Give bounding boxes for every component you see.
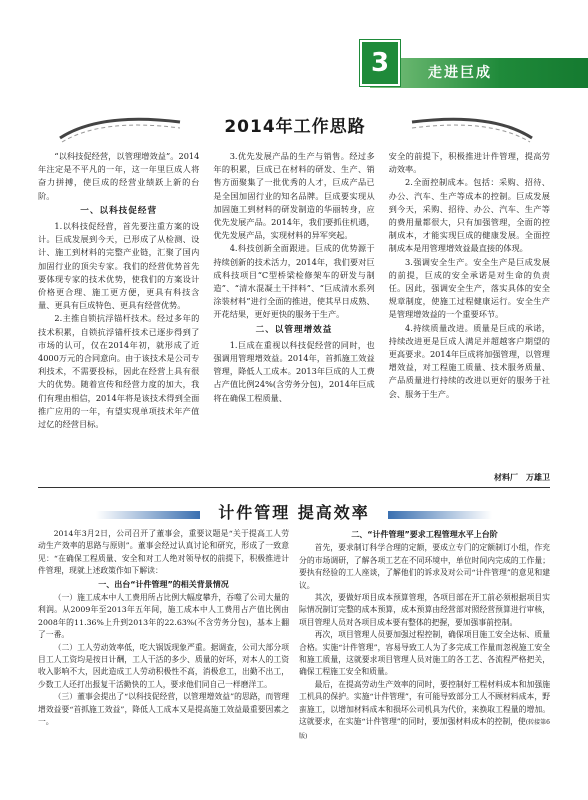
paragraph [299, 679, 550, 743]
article1-column-2 [213, 150, 374, 486]
title-bar-right-decoration [388, 511, 492, 519]
article1-byline: 材料厂 万雄卫 [494, 473, 550, 482]
paragraph-text: 最后，在提高劳动生产效率的同时，要控制好工程材料成本和加强施工机具的保护。实施“计件管理”，有可能导致部分工人不顾材料成本，野蛮施工，以增加材料成本和损坏公司机具为代价，来换取工程量的增加。这就要求，在实施“计件管理”的同时，要加强材料成本的控制，使 [299, 679, 550, 727]
article-divider [38, 487, 550, 488]
paragraph: 2.主推自锁抗浮锚杆技术。经过多年的技术积累，自锁抗浮锚杆技术已逐步得到了市场的认可，仅在2014年初，就形成了近4000万元的合同意向。由于该技术是公司专利技术，不需要投标，因此在经营上具有很大的优势。随着宣传和经营力度的加大，我们有理由相信，2014年将是该技术得到全面推广应用的一年，有望实现单项技术年产值过亿的经营目标。 [38, 313, 200, 430]
paragraph: （二）工人劳动效率低，吃大锅饭现象严重。据调查，公司大部分项目工人工资均是按日计酬，工人干活的多少、质量的好坏，对本人的工资收入影响不大，因此造成工人劳动积极性不高，消极怠工，出勤不出工，少数工人还打出报复干活勤快的工人，要求他们同自己一样磨洋工。 [38, 642, 289, 689]
article2-column-2 [299, 528, 550, 790]
article1-body [38, 150, 550, 486]
paragraph: “以科技促经营，以管理增效益”。2014年注定是不平凡的一年，这一年里巨成人将奋力拼搏，使巨成的经营业绩跃上新的台阶。 [38, 151, 200, 201]
article2-title: 计件管理 提高效率 [218, 503, 370, 522]
paragraph: 4.科技创新全面跟进。巨成的优势源于持续创新的技术活力，2014年，我们要对巨成科技项目“C型桥梁检修架车的研发与制造”、“清水混凝土干拌料”、“巨成清水系列涂装材料”进行全面的推进，使其早日成熟、开花结果，更好更快的服务于生产。 [213, 243, 375, 320]
article2-body [38, 528, 550, 790]
paragraph: 2014年3月2日，公司召开了董事会，重要议题是“关于提高工人劳动生产效率的思路与原则”。董事会经过认真讨论和研究，形成了一致意见：“在确保工程质量、安全和对工人绝对领导权的前提下，积极推进计件管理，现就上述政策作如下解读： [38, 529, 289, 576]
article1-column-3 [389, 150, 550, 486]
section-heading: 二、“计件管理”要求工程管理水平上台阶 [351, 530, 498, 539]
paragraph: 3.强调安全生产。安全生产是巨成发展的前提，巨成的安全承诺是对生命的负责任。因此，强调安全生产，落实具体的安全规章制度，使施工过程健康运行。安全生产是管理增效益的一个重要环节。 [388, 256, 550, 320]
paragraph: 3.优先发展产品的生产与销售。经过多年的积累，巨成已在材料的研发、生产、销售方面聚集了一批优秀的人才，巨成产品已是全国加固行业的知名品牌。巨成要实现从加固施工到材料的研发制造的华丽转身，应优先发展产品。2014年，我们要抓住机遇，优先发展产品，实现材料的异军突起。 [213, 151, 375, 241]
section-heading: 一、以科技促经营 [80, 205, 158, 216]
page-number-badge: 3 [360, 40, 400, 86]
section-heading: 二、以管理增效益 [255, 324, 333, 335]
paragraph: 安全的前提下，积极推进计件管理，提高劳动效率。 [388, 151, 550, 175]
paragraph: 1.以科技促经营，首先要注重方案的设计。巨成发展到今天，已形成了从检测、设计、施工到材料的完整产业链，汇聚了国内加固行业的顶尖专家。我们的经营优势首先要体现专家的技术优势，使我们的方案设计价格更合理、施工更方便，更具有科技含量、更具有巨成特色、更具有经营优势。 [38, 221, 200, 311]
paragraph: 1.巨成在重视以科技促经营的同时，也强调用管理增效益。2014年，首抓施工效益管理，降低人工成本。2013年巨成的人工费占产值比例24%(含劳务分包)，2014年巨成将在确保工程质量、 [213, 339, 375, 403]
paragraph: 4.持续质量改进。质量是巨成的承诺，持续改进更是巨成人满足并超越客户期望的更高要求。2014年巨成将加强管理，以管理增效益，对工程施工质量、技术服务质量、产品质量进行持续的改进以更好的服务于社会、服务于生产。 [388, 322, 550, 399]
paragraph: 2.全面控制成本。包括：采购、招待、办公、汽车、生产等成本的控制。巨成发展到今天，采购、招待、办公、汽车、生产等的费用量都很大，只有加强管理，全面的控制成本，才能实现巨成的健康发展。全面控制成本是用管理增效益最直接的体现。 [388, 177, 550, 254]
paragraph: 首先，要求制订科学合理的定额，要成立专门的定额制订小组，作充分的市场调研，了解各项工艺在不同环境中，单位时间内完成的工作量；要执有经验的工人座谈，了解他们的诉求及对公司“计件管理”的意见和建议。 [299, 543, 550, 590]
continuation-note: (转接第6版) [299, 719, 550, 740]
paragraph: （三）董事会提出了“以科技促经营，以管理增效益”的思路，而管理增效益要“首抓施工效益”，降低人工成本又是提高施工效益最重要因素之一。 [38, 692, 289, 727]
paragraph: 其次，要做好项目成本预算管理，各项目部在开工前必须根据项目实际情况制订完整的成本预算，成本预算由经营部对照经营预算进行审核，项目管理人员对各项目成本要有整体的把握，要加强事前控制。 [299, 593, 550, 627]
section-heading: 一、出台“计件管理”的相关背景情况 [98, 579, 229, 589]
article1-title: 2014年工作思路 [224, 117, 366, 137]
paragraph: （一）施工成本中人工费用所占比例大幅度攀升，吞噬了公司大量的利润。从2009年至2013年五年间，施工成本中人工费用占产值比例由2008年的11.36%上升到2013年的22.63%(不含劳务分包)，基本上翻了一番。 [38, 593, 289, 640]
paragraph: 再次，项目管理人员要加强过程控制，确保项目施工安全达标、质量合格。实施“计件管理”，容易导致工人为了多完成工作量而忽视施工安全和施工质量，这就要求项目管理人员对施工的各工艺、各流程严格把关，确保工程施工安全和质量。 [299, 630, 550, 677]
title-bar-left-decoration [96, 511, 200, 519]
section-title: 走进巨成 [428, 65, 492, 81]
article1-column-1 [38, 150, 199, 486]
article2-column-1 [38, 528, 289, 790]
